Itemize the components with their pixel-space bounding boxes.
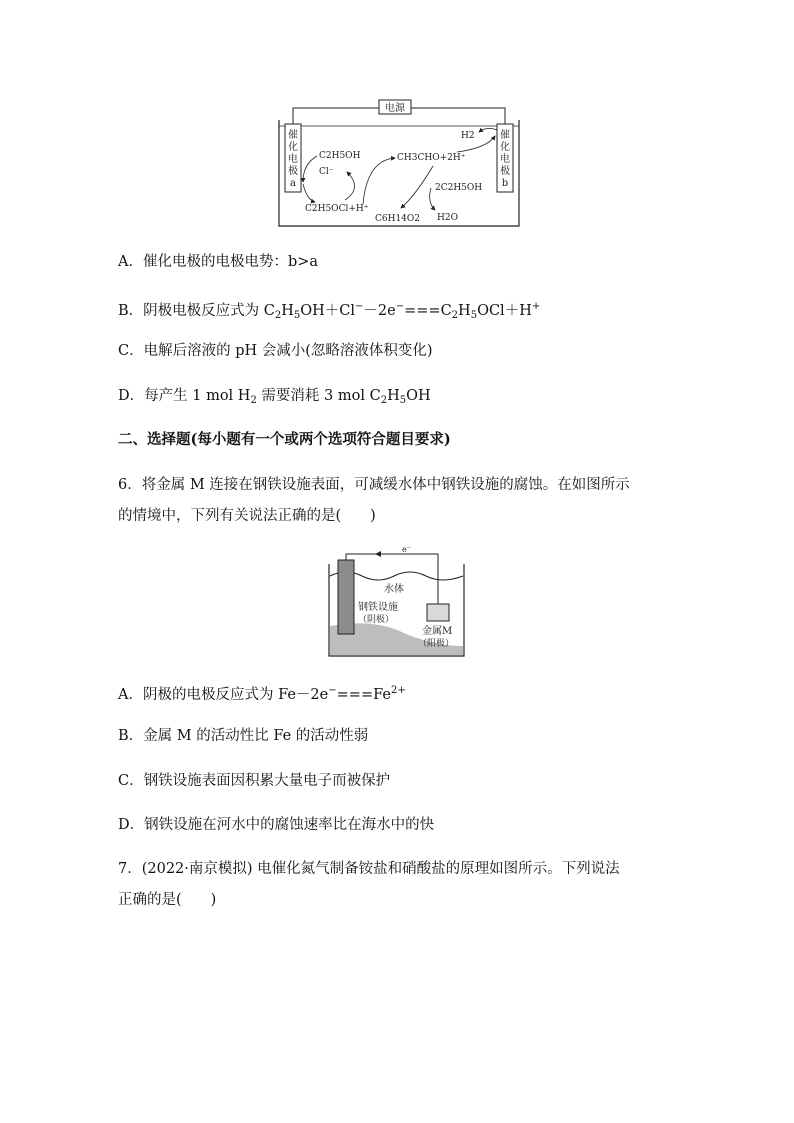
svg-text:催: 催 (288, 130, 298, 141)
q5-option-b[interactable]: B．阴极电极反应式为 $C_2H_5OH+Cl^--2e^-===C_2H_5OCl+H^+$ (118, 301, 541, 321)
power-wire-right (411, 108, 505, 126)
q6-stem-line2: 的情境中，下列有关说法正确的是( ) (118, 508, 376, 524)
label-2-ethanol: 2C2H5OH (435, 183, 483, 193)
arrow-ch3cho-to-acetal (401, 166, 433, 208)
electrolysis-diagram (275, 96, 525, 230)
steel-facility (338, 560, 354, 634)
arrow-cathode-to-h2 (479, 128, 497, 132)
q5-option-d[interactable]: D．每产生 1 mol $H_2$ 需要消耗 3 mol $C_2H_5OH$ (118, 388, 431, 406)
svg-text:催: 催 (500, 130, 510, 141)
q6-option-d[interactable]: D．钢铁设施在河水中的腐蚀速率比在海水中的快 (118, 817, 435, 833)
svg-text:b: b (501, 178, 509, 189)
q6-option-a[interactable]: A．阴极的电极反应式为 $Fe-2e^-===Fe^{2+}$ (118, 685, 406, 703)
svg-text:化: 化 (288, 142, 298, 153)
label-h2: H2 (461, 131, 475, 141)
water-label: 水体 (384, 584, 404, 595)
q5-option-c[interactable]: C．电解后溶液的 pH 会减小(忽略溶液体积变化) (118, 343, 433, 359)
power-wire-left (293, 108, 379, 126)
q6-option-b[interactable]: B．金属 M 的活动性比 Fe 的活动性弱 (118, 728, 369, 744)
svg-text:电: 电 (500, 154, 510, 165)
corrosion-protection-diagram (326, 546, 468, 660)
svg-text:极: 极 (288, 166, 298, 177)
label-ch3cho-2h: CH3CHO+2H⁺ (397, 153, 466, 163)
metal-anode-label: （阳极） (418, 639, 455, 649)
q7-stem-line2: 正确的是( ) (118, 892, 217, 908)
svg-text:a: a (290, 178, 296, 189)
svg-text:电: 电 (288, 154, 298, 165)
label-ethanol: C2H5OH (319, 151, 361, 161)
metal-label: 金属M (422, 626, 453, 637)
power-source-label: 电源 (385, 103, 405, 114)
svg-text:极: 极 (500, 166, 510, 177)
label-c6h14o2: C6H14O2 (375, 214, 421, 224)
arrow-to-ch3cho (363, 158, 395, 204)
steel-cathode-label: （阴极） (358, 615, 395, 625)
steel-label: 钢铁设施 (358, 602, 398, 613)
wire (346, 554, 438, 604)
q6-option-c[interactable]: C．钢铁设施表面因积累大量电子而被保护 (118, 773, 391, 789)
arrow-electrode-to-product (303, 184, 315, 202)
arrow-chloride-loop (345, 172, 355, 200)
label-h2o: H2O (437, 213, 458, 223)
label-chloride: Cl⁻ (319, 167, 334, 177)
electron-label: e⁻ (402, 546, 411, 554)
arrow-ethanol-to-electrode (303, 156, 317, 182)
section-title: 二、选择题(每小题有一个或两个选项符合题目要求) (118, 431, 451, 448)
svg-text:化: 化 (500, 142, 510, 153)
q7-stem-line1: 7．(2022·南京模拟) 电催化氮气制备铵盐和硝酸盐的原理如图所示。下列说法 (118, 861, 620, 877)
metal-m (427, 604, 449, 621)
q5-option-a[interactable]: A．催化电极的电极电势：b>a (118, 254, 319, 270)
q6-stem-line1: 6．将金属 M 连接在钢铁设施表面，可减缓水体中钢铁设施的腐蚀。在如图所示 (118, 477, 630, 493)
label-c2h5ocl-h: C2H5OCl+H⁺ (305, 204, 369, 214)
